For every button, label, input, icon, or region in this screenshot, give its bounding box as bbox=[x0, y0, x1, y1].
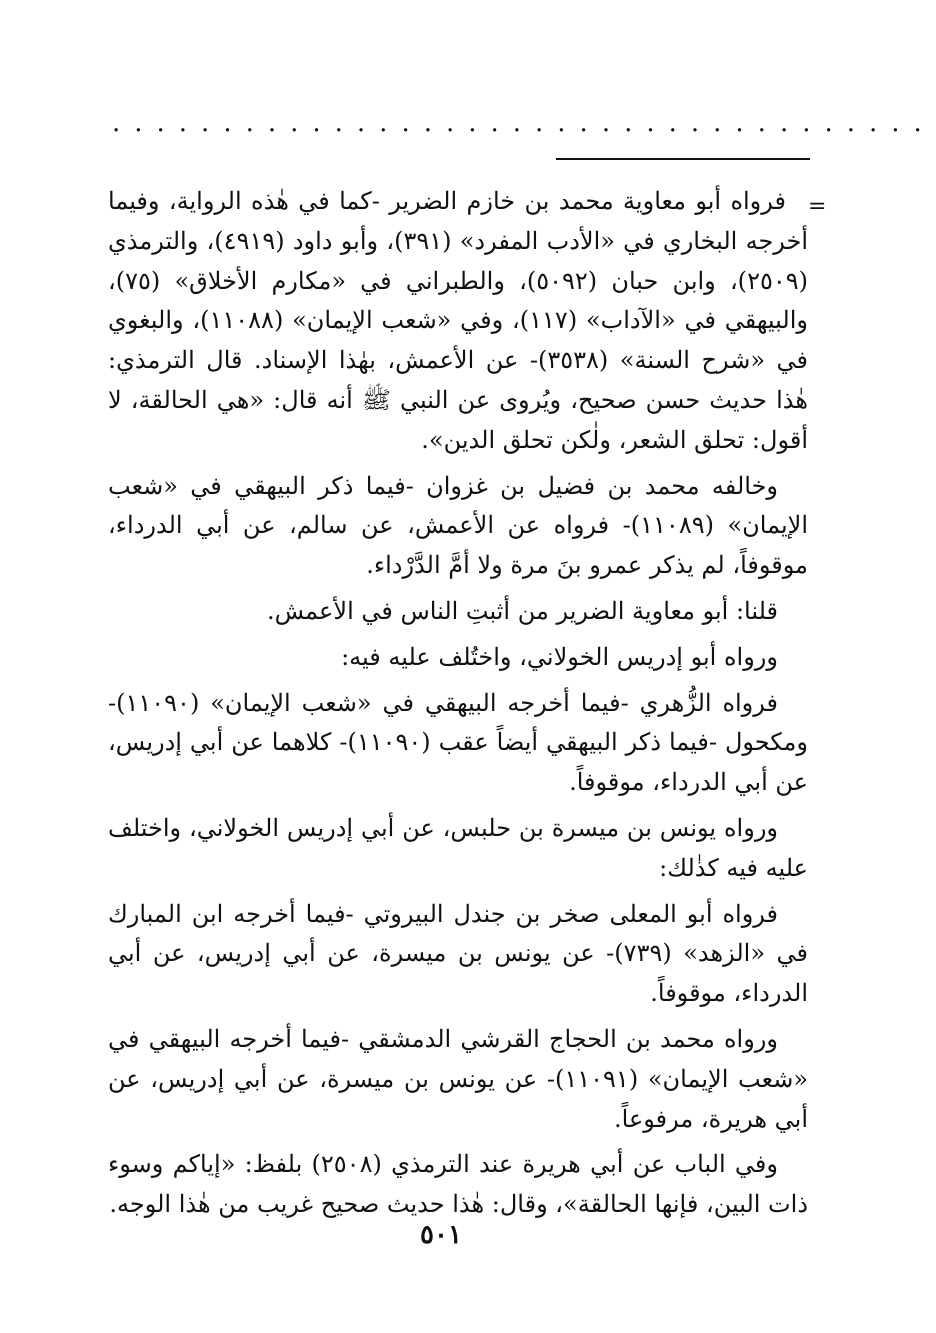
paragraph-6: ورواه يونس بن ميسرة بن حلبس، عن أبي إدريس الخولاني، واختلف عليه فيه كذٰلك: bbox=[108, 813, 808, 882]
footnote-body bbox=[108, 182, 808, 1231]
paragraph-7: فرواه أبو المعلى صخر بن جندل البيروتي -فيما أخرجه ابن المبارك في «الزهد» (٧٣٩)- عن يونس بن ميسرة، عن أبي إدريس، عن أبي الدرداء، موقوفاً. bbox=[108, 899, 808, 1008]
footnote-rule bbox=[556, 158, 810, 160]
paragraph-8: ورواه محمد بن الحجاج القرشي الدمشقي -فيما أخرجه البيهقي في «شعب الإيمان» (١١٠٩١)- عن يونس بن ميسرة، عن أبي إدريس، عن أبي هريرة، مرفوعاً. bbox=[108, 1024, 808, 1133]
paragraph-9: وفي الباب عن أبي هريرة عند الترمذي (٢٥٠٨) بلفظ: «إياكم وسوء ذات البين، فإنها الحالقة»، وقال: هٰذا حديث صحيح غريب من هٰذا الوجه. bbox=[108, 1150, 808, 1219]
paragraph-4: ورواه أبو إدريس الخولاني، واختُلف عليه فيه: bbox=[341, 642, 778, 671]
paragraph-3: قلنا: أبو معاوية الضرير من أثبتِ الناس في الأعمش. bbox=[266, 596, 778, 625]
page-number: ٥٠١ bbox=[420, 1220, 462, 1250]
footnote-continuation-mark: = bbox=[808, 194, 827, 219]
footnote-separator-dots: ..................................... bbox=[112, 108, 936, 138]
paragraph-2: وخالفه محمد بن فضيل بن غزوان -فيما ذكر البيهقي في «شعب الإيمان» (١١٠٨٩)- فرواه عن الأعمش، عن سالم، عن أبي الدرداء، موقوفاً، لم يذكر عمرو بنَ مرة ولا أمَّ الدَّرْداء. bbox=[108, 471, 808, 580]
paragraph-5: فرواه الزُّهري -فيما أخرجه البيهقي في «شعب الإيمان» (١١٠٩٠)- ومكحول -فيما ذكر البيهقي أيضاً عقب (١١٠٩٠)- كلاهما عن أبي إدريس، عن أبي الدرداء، موقوفاً. bbox=[108, 688, 808, 797]
paragraph-1: فرواه أبو معاوية محمد بن خازم الضرير -كما في هٰذه الرواية، وفيما أخرجه البخاري في «الأدب المفرد» (٣٩١)، وأبو داود (٤٩١٩)، والترمذي (٢٥٠٩)، وابن حبان (٥٠٩٢)، والطبراني في «مكارم الأخلاق» (٧٥)، والبيهقي في «الآداب» (١١٧)، وفي «شعب الإيمان» (١١٠٨٨)، والبغوي في «شرح السنة» (٣٥٣٨)- عن الأعمش، بهٰذا الإسناد. قال الترمذي: هٰذا حديث حسن صحيح، ويُروى عن النبي ﷺ أنه قال: «هي الحالقة، لا أقول: تحلق الشعر، ولٰكن تحلق الدين». bbox=[108, 187, 809, 454]
